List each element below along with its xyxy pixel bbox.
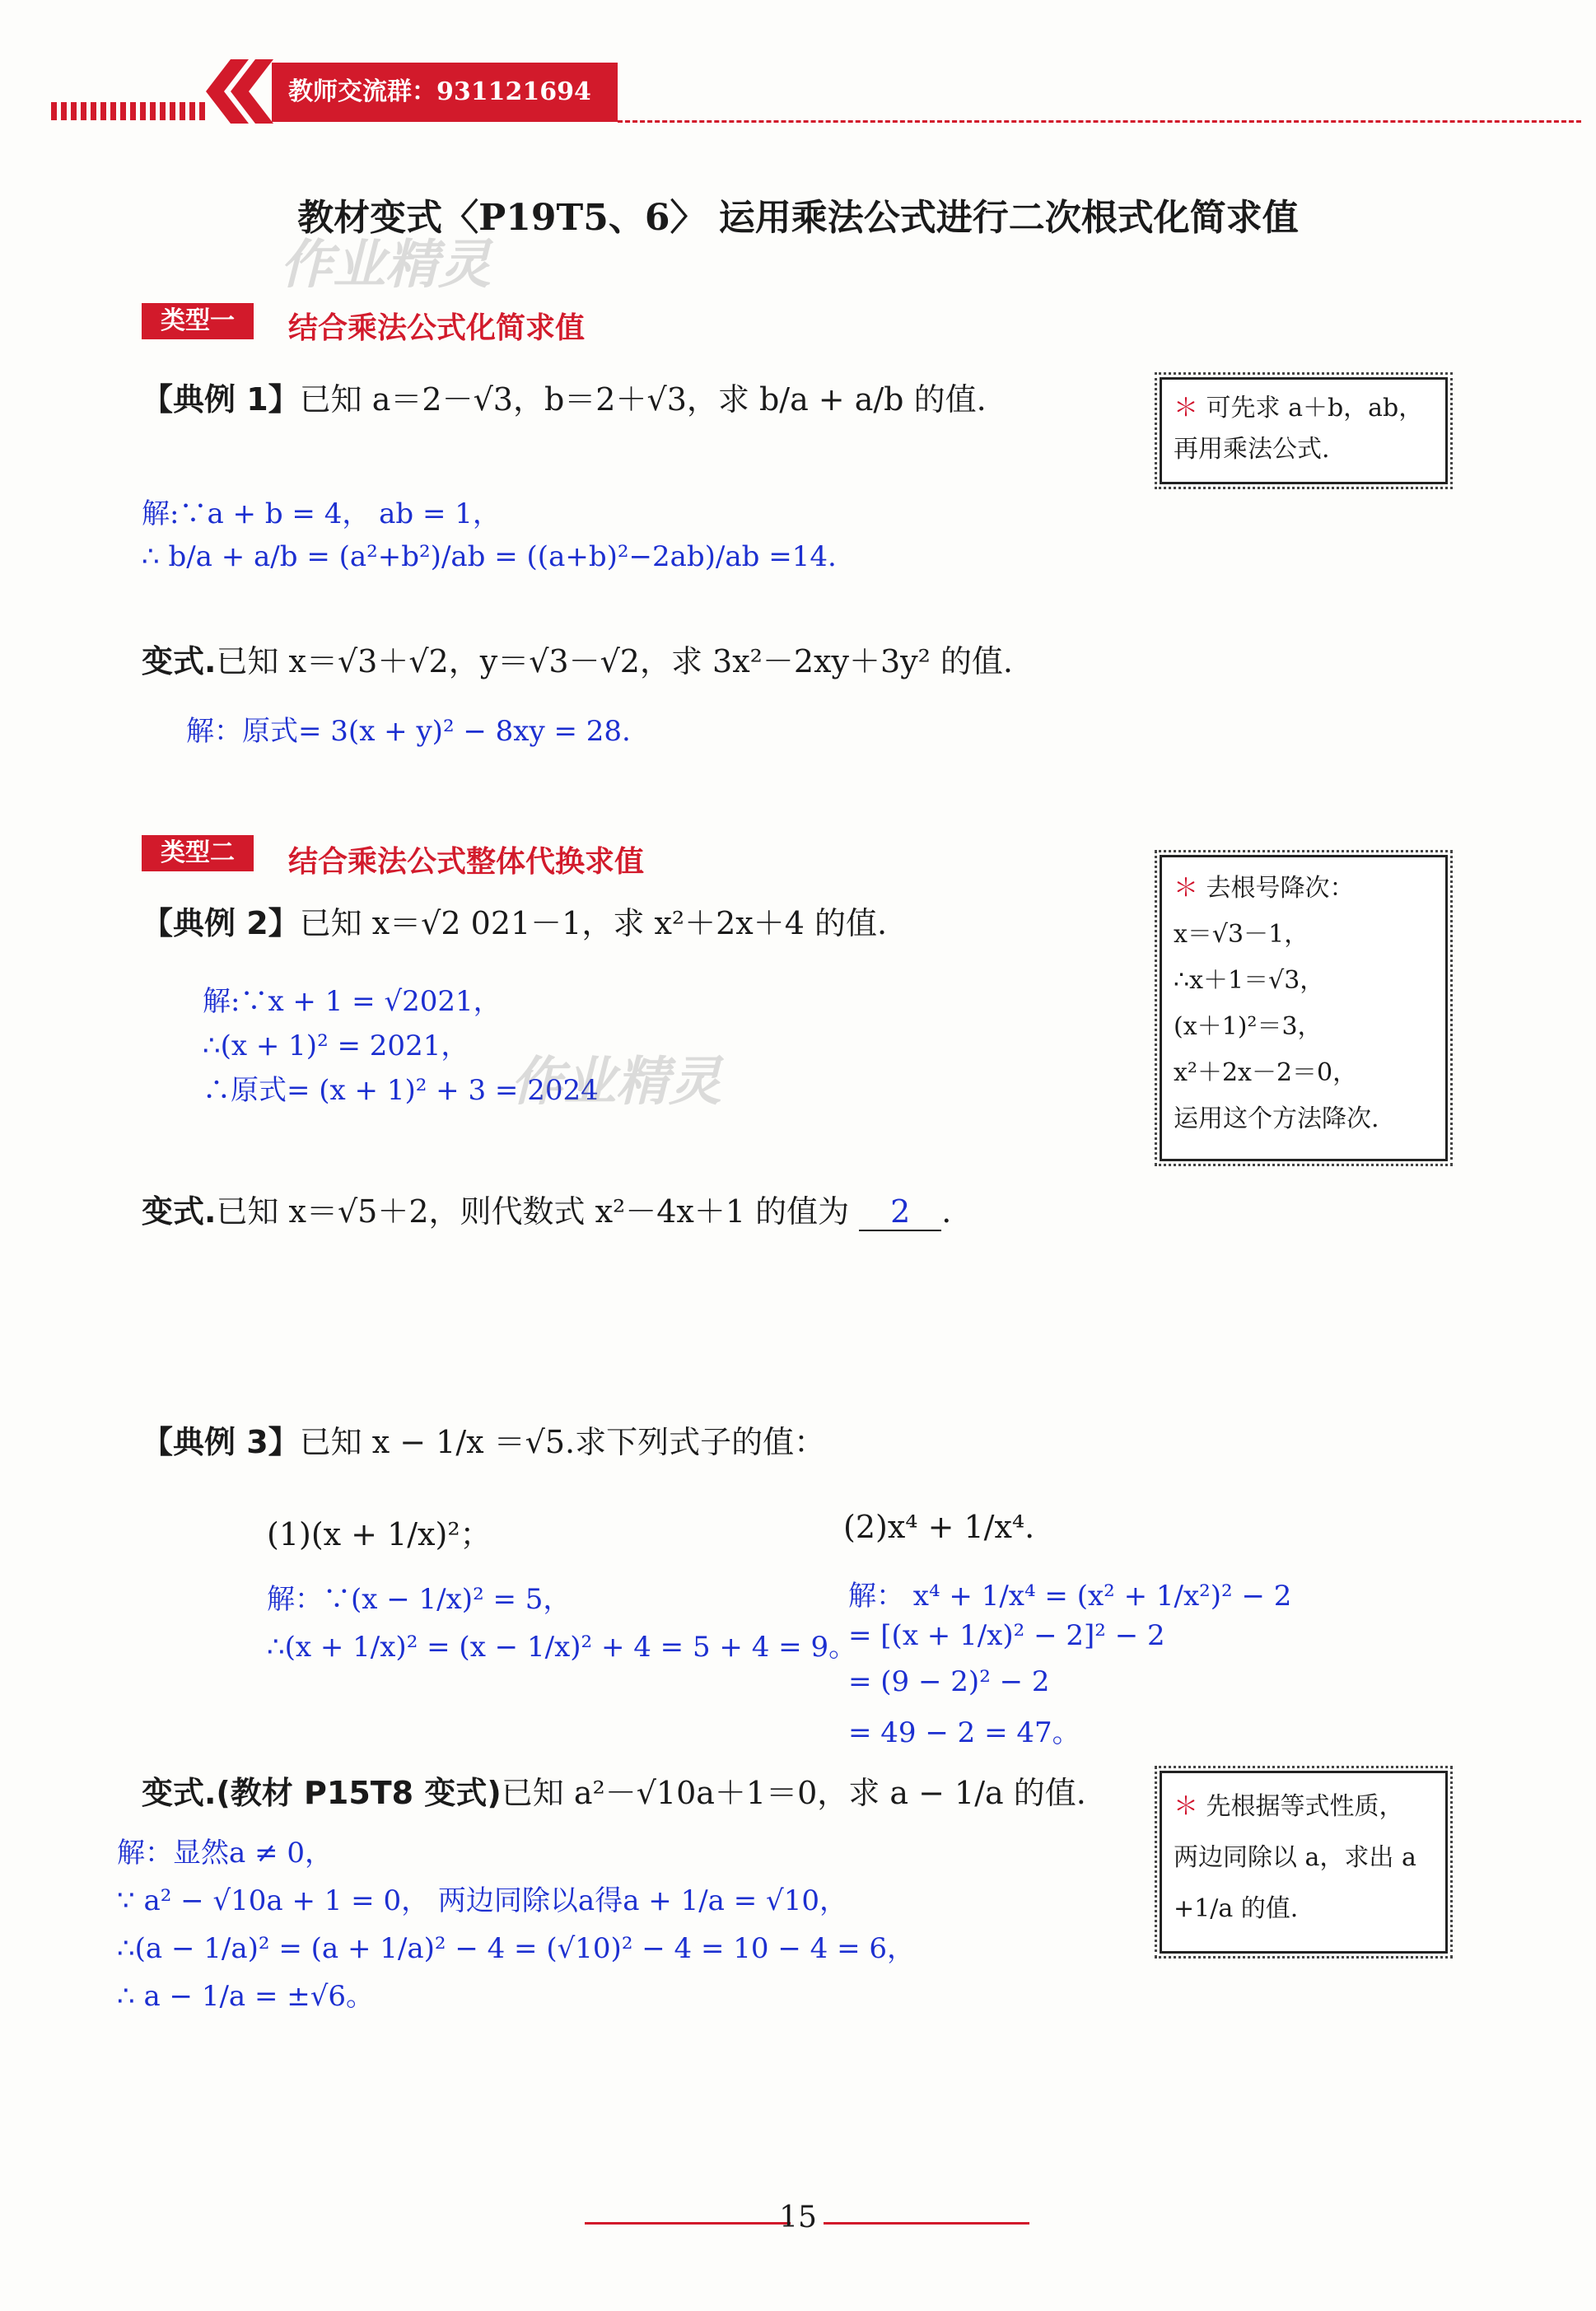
variation2-answer: 2	[859, 1193, 941, 1231]
type1-title: 结合乘法公式化简求值	[288, 311, 586, 345]
variation3-solution-line4: ∴ a − 1/a = ±√6。	[117, 1980, 375, 2013]
variation3-solution-line3: ∴(a − 1/a)² = (a + 1/a)² − 4 = (√10)² − 4 = 10 − 4 = 6，	[117, 1932, 916, 1965]
variation2-question: 变式.已知 x＝√5＋2，则代数式 x²－4x＋1 的值为 2 .	[142, 1193, 952, 1230]
header-chevron-icon	[206, 59, 273, 124]
page-title: 教材变式〈P19T5、6〉 运用乘法公式进行二次根式化简求值	[297, 197, 1299, 239]
watermark-2: 作业精灵	[511, 1051, 721, 1113]
example1-question: 【典例 1】已知 a＝2－√3，b＝2＋√3，求 b/a + a/b 的值.	[142, 381, 987, 418]
variation1-solution: 解：原式= 3(x + y)² − 8xy = 28.	[186, 715, 631, 748]
hint-note-2: ＊ 去根号降次： x＝√3－1， ∴x＋1＝√3， (x＋1)²＝3， x²＋2x－2＝0， 运用这个方法降次.	[1160, 855, 1448, 1161]
example3-part2-solution-line2: = [(x + 1/x)² − 2]² − 2	[848, 1619, 1165, 1652]
hint-note-1: ＊ 可先求 a＋b，ab， 再用乘法公式.	[1160, 377, 1448, 484]
example2-solution-line1: 解:∵x + 1 = √2021，	[203, 985, 502, 1018]
example3-question: 【典例 3】已知 x − 1/x ＝√5.求下列式子的值：	[142, 1424, 826, 1460]
type2-title: 结合乘法公式整体代换求值	[288, 845, 645, 879]
teacher-group-label: 教师交流群：931121694	[272, 63, 618, 122]
header-dashed-line	[618, 120, 1581, 123]
example2-question: 【典例 2】已知 x＝√2 021－1，求 x²＋2x＋4 的值.	[142, 905, 888, 941]
example3-part1: (1)(x + 1/x)²；	[267, 1516, 492, 1552]
variation3-solution-line2: ∵ a² − √10a + 1 = 0， 两边同除以a得a + 1/a = √10，	[117, 1884, 847, 1917]
type1-badge: 类型一	[142, 303, 254, 339]
example3-part2: (2)x⁴ + 1/x⁴.	[843, 1509, 1035, 1545]
example3-part2-solution-line3: = (9 − 2)² − 2	[848, 1665, 1050, 1698]
variation1-question: 变式.已知 x＝√3＋√2，y＝√3－√2，求 3x²－2xy＋3y² 的值.	[142, 643, 1014, 679]
example3-part1-solution-line1: 解：∵(x − 1/x)² = 5，	[267, 1583, 572, 1616]
page-number: 15	[779, 2201, 817, 2234]
variation3-solution-line1: 解：显然a ≠ 0，	[117, 1837, 334, 1870]
example2-solution-line3: ∴原式= (x + 1)² + 3 = 2024	[203, 1074, 599, 1107]
example3-part1-solution-line2: ∴(x + 1/x)² = (x − 1/x)² + 4 = 5 + 4 = 9。	[267, 1631, 857, 1664]
watermark: 作业精灵	[280, 234, 491, 296]
hint-note-3: ＊ 先根据等式性质， 两边同除以 a，求出 a +1/a 的值.	[1160, 1771, 1448, 1954]
example1-solution-line2: ∴ b/a + a/b = (a²+b²)/ab = ((a+b)²−2ab)/ab =14.	[142, 540, 837, 573]
example2-solution-line2: ∴(x + 1)² = 2021，	[203, 1029, 469, 1062]
example1-solution-line1: 解:∵a + b = 4， ab = 1，	[142, 497, 501, 530]
type2-badge: 类型二	[142, 835, 254, 871]
example3-part2-solution-line4: = 49 − 2 = 47。	[848, 1716, 1080, 1749]
header-stripes	[51, 102, 208, 120]
example3-part2-solution-line1: 解： x⁴ + 1/x⁴ = (x² + 1/x²)² − 2	[848, 1580, 1292, 1613]
variation3-question: 变式.(教材 P15T8 变式)已知 a²－√10a＋1＝0，求 a − 1/a 的值.	[142, 1775, 1086, 1811]
